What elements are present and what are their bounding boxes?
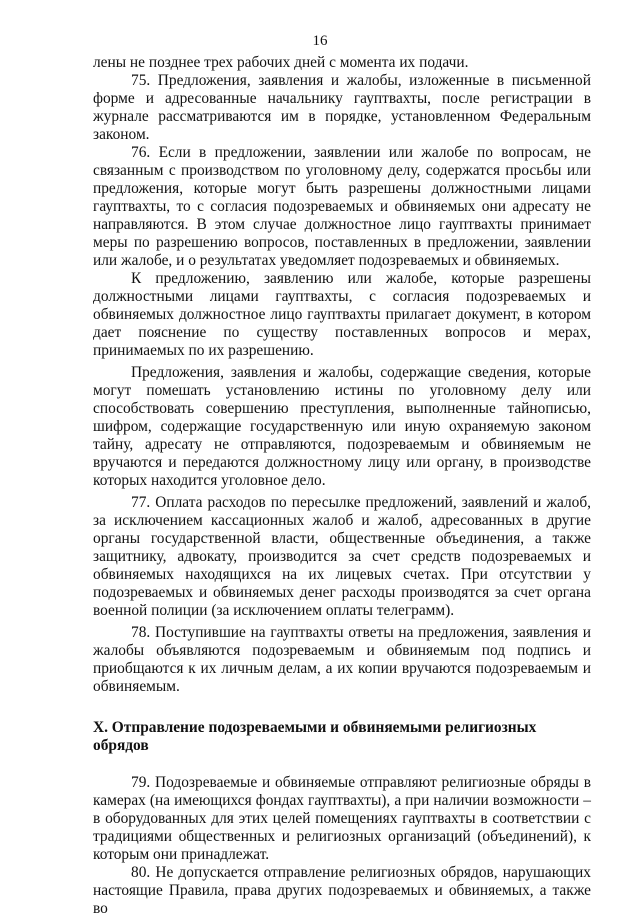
paragraph-continuation: лены не позднее трех рабочих дней с момента их подачи. — [93, 54, 469, 71]
section-heading-x: X. Отправление подозреваемыми и обвиняемыми религиозных обрядов — [93, 719, 537, 754]
paragraph-76: 76. Если в предложении, заявлении или жалобе по вопросам, не связанным с производством по уголовному делу, содержатся просьбы или предложения, которые могут быть разрешены должностными лицами гауптвахты, то с согласия подозреваемых и обвиняемых они адресату не направляются. В этом случае должностное лицо гауптвахты принимает меры по разрешению вопросов, поставленных в предложении, заявлении или жалобе, и о результатах уведомляет подозреваемых и обвиняемых. — [93, 144, 591, 269]
paragraph-76-attachment: К предложению, заявлению или жалобе, которые разрешены должностными лицами гауптвахты, с согласия подозреваемых и обвиняемых должностное лицо гауптвахты прилагает документ, в котором дает пояснение по существу поставленных вопросов и мерах, принимаемых по их разрешению. — [93, 270, 591, 359]
paragraph-78: 78. Поступившие на гауптвахты ответы на предложения, заявления и жалобы объявляются подозреваемым и обвиняемым под подпись и приобщаются к их личным делам, а их копии вручаются подозреваемым и обвиняемым. — [93, 624, 591, 695]
document-body — [93, 54, 591, 918]
paragraph-77: 77. Оплата расходов по пересылке предложений, заявлений и жалоб, за исключением кассационных жалоб и жалоб, адресованных в другие органы государственной власти, общественные объединения, а также защитнику, адвокату, производится за счет средств подозреваемых и обвиняемых находящихся на их лицевых счетах. При отсутствии у подозреваемых и обвиняемых денег расходы производятся за счет органа военной полиции (за исключением оплаты телеграмм). — [93, 494, 591, 619]
paragraph-75: 75. Предложения, заявления и жалобы, изложенные в письменной форме и адресованные начальнику гауптвахты, после регистрации в журнале рассматриваются им в порядке, установленном Федеральным законом. — [93, 72, 591, 143]
paragraph-76-restricted: Предложения, заявления и жалобы, содержащие сведения, которые могут помешать установлению истины по уголовному делу или способствовать совершению преступления, выполненные тайнописью, шифром, содержащие государственную или иную охраняемую законом тайну, адресату не отправляются, подозреваемым и обвиняемым не вручаются и передаются должностному лицу или органу, в производстве которых находится уголовное дело. — [93, 364, 591, 489]
paragraph-80: 80. Не допускается отправление религиозных обрядов, нарушающих настоящие Правила, права других подозреваемых и обвиняемых, а также во — [93, 864, 591, 917]
paragraph-79: 79. Подозреваемые и обвиняемые отправляют религиозные обряды в камерах (на имеющихся фондах гауптвахты), а при наличии возможности – в оборудованных для этих целей помещениях гауптвахты в соответствии с традициями общественных и религиозных организаций (объединений), к которым они принадлежат. — [93, 774, 591, 863]
page-number: 16 — [312, 33, 328, 49]
